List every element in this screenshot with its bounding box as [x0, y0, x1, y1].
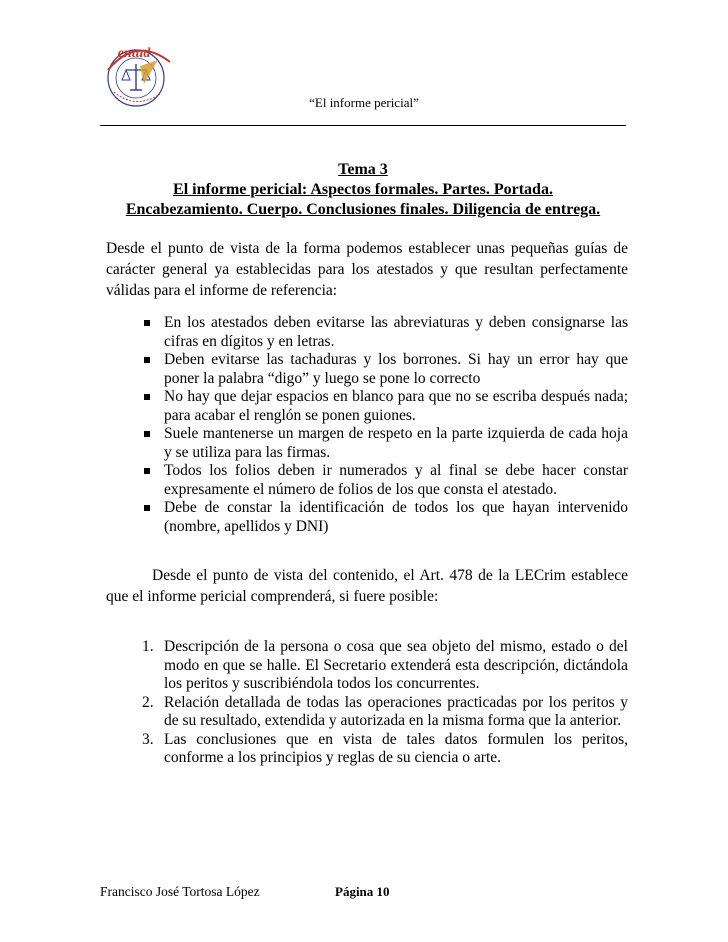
heading-subtitle-line: Encabezamiento. Cuerpo. Conclusiones finales. Diligencia de entrega.: [125, 201, 601, 218]
square-bullet-icon: [144, 320, 150, 326]
list-item: Suele mantenerse un margen de respeto en la parte izquierda de cada hoja y se utiliza para las firmas.: [142, 425, 628, 462]
running-header-title: “El informe pericial”: [309, 95, 419, 110]
square-bullet-icon: [144, 394, 150, 400]
list-item: Todos los folios deben ir numerados y al final se debe hacer constar expresamente el número de folios de los que consta el atestado.: [142, 462, 628, 499]
list-item: Deben evitarse las tachaduras y los borrones. Si hay un error hay que poner la palabra “digo” y luego se pone lo correcto: [142, 351, 628, 388]
square-bullet-icon: [144, 431, 150, 437]
list-item: Debe de constar la identificación de todos los que hayan intervenido (nombre, apellidos y DNI): [142, 499, 628, 536]
formal-guidelines-list: [142, 314, 628, 536]
square-bullet-icon: [144, 357, 150, 363]
heading-title-line: El informe pericial: Aspectos formales. Partes. Portada.: [173, 181, 553, 198]
square-bullet-icon: [144, 468, 150, 474]
header-divider: [100, 125, 626, 126]
square-bullet-icon: [144, 505, 150, 511]
page-number: Página 10: [335, 884, 390, 899]
content-paragraph: Desde el punto de vista del contenido, el Art. 478 de la LECrim establece que el informe pericial comprenderá, si fuere posible:: [106, 567, 628, 605]
svg-text:entud: entud: [117, 46, 151, 61]
list-item: No hay que dejar espacios en blanco para que no se escriba después nada; para acabar el renglón se ponen guiones.: [142, 388, 628, 425]
list-item: En los atestados deben evitarse las abreviaturas y deben consignarse las cifras en dígitos y en letras.: [142, 314, 628, 351]
list-item: 1. Descripción de la persona o cosa que sea objeto del mismo, estado o del modo en que se halle. El Secretario extenderá esta descripción, dictándola los peritos y suscribiéndola todos los concurrentes.: [142, 638, 628, 692]
heading-topic-number: Tema 3: [338, 161, 388, 178]
report-contents-list: [142, 638, 628, 768]
intro-paragraph: Desde el punto de vista de la forma podemos establecer unas pequeñas guías de carácter general ya establecidas para los atestados y que resultan perfectamente válidas para el informe de referencia:: [106, 240, 628, 299]
list-item: 3. Las conclusiones que en vista de tales datos formulen los peritos, conforme a los principios y reglas de su ciencia o arte.: [142, 730, 628, 766]
list-item: 2. Relación detallada de todas las operaciones practicadas por los peritos y de su resultado, extendida y autorizada en la misma forma que la anterior.: [142, 693, 628, 729]
section-heading: [100, 160, 626, 220]
footer-author: Francisco José Tortosa López: [100, 884, 260, 899]
